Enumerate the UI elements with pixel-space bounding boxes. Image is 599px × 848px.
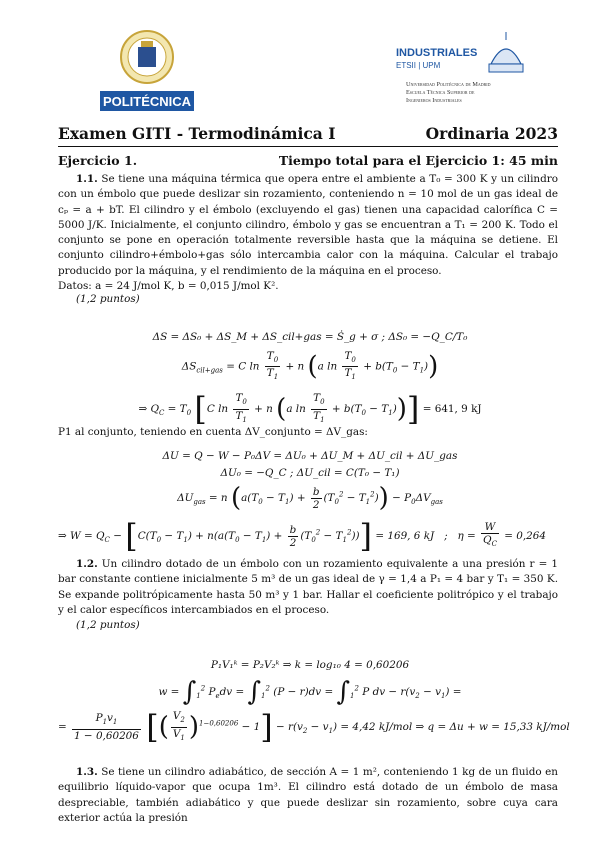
exercise-header <box>58 153 558 168</box>
exercise-time: Tiempo total para el Ejercicio 1: 45 min <box>278 153 558 168</box>
problem-1-2-text: Un cilindro dotado de un émbolo con un rozamiento equivalente a una presión r = 1 bar constante contiene inicialmente 5 m³ de un gas ideal de γ = 1,4 a P₁ = 4 bar y T₁ = 350 K. Se expande politrópicamente hasta 50 m³ y 1 bar. Hallar el coeficiente politrópico y el trabajo y el calor específicos intercambiados en el proceso. <box>58 558 558 616</box>
exam-title: Examen GITI - Termodinámica I <box>58 124 336 143</box>
sol-1-2-w-result: = $\frac{P_1v_1}{1 - 0,60206}$ [( $\frac{V_2}{V_1}$ )$^{1-0,60206} - 1] - r(v_2 - v_1) = 4,42$ kJ/mol ⇒ q = Δu + w = 15,33 kJ/mol <box>58 708 570 746</box>
sol-1-2-k: P₁V₁ᵏ = P₂V₂ᵏ ⇒ k = log₁₀ 4 = 0,60206 <box>210 659 410 671</box>
exam-session: Ordinaria 2023 <box>425 124 558 143</box>
problem-1-2-points: (1,2 puntos) <box>76 619 140 631</box>
problem-1-3-text: Se tiene un cilindro adiabático, de sección A = 1 m², conteniendo 1 kg de un fluido en equilibrio líquido-vapor que ocupa 1m³. El cilindro está dotado de un émbolo de masa despreciable, también adiabático y que puede deslizar sin rozamiento, sobre cuya cara exterior actúa la presión <box>58 766 558 824</box>
sol-1-1-work-result: = 169, 6 kJ <box>375 530 435 542</box>
etsii-brand: INDUSTRIALES <box>396 47 478 59</box>
problem-1-3-number: 1.3. <box>76 766 98 778</box>
etsii-logo <box>376 28 566 108</box>
problem-1-1 <box>58 172 558 279</box>
sol-1-1-work: ⇒ $W = Q_C - [C(T_0 - T_1) + n(a(T_0 - T_1)$ + $\frac{b}{2}$ $(T_0^2 - T_1^2))] = 169$, 6 kJ ; η = $\frac{W}{Q_C}$ = 0,264 <box>58 517 546 555</box>
etsii-sub: ETSII | UPM <box>396 61 441 70</box>
problem-1-1-data: Datos: a = 24 J/mol K, b = 0,015 J/mol K². <box>58 280 279 292</box>
sol-1-2-result: = 4,42 kJ/mol ⇒ q = Δu + w = 15,33 kJ/mol <box>340 721 570 733</box>
sol-1-1-p1-text: P1 al conjunto, teniendo en cuenta ΔV_conjunto = ΔV_gas: <box>58 426 368 438</box>
sol-1-1-du0: ΔU₀ = −Q_C ; ΔU_cil = C(T₀ − T₁) <box>220 467 400 479</box>
sol-1-1-dscil: $\Delta S_{cil+gas} = C$ ln $\frac{T_0}{T_1}$ + n (a ln $\frac{T_0}{T_1}$ + $b(T_0 - T_1)$) <box>181 350 439 382</box>
exercise-label: Ejercicio 1. <box>58 153 138 168</box>
upm-logo-text: POLITÉCNICA <box>102 94 192 109</box>
upm-logo <box>94 27 200 113</box>
etsii-line-2: Escuela Técnica Superior de <box>406 89 475 96</box>
problem-1-1-points: (1,2 puntos) <box>76 293 140 305</box>
problem-1-2 <box>58 557 558 618</box>
problem-1-3 <box>58 765 558 826</box>
title-divider <box>58 146 558 147</box>
sol-1-1-entropy: ΔS = ΔS₀ + ΔS_M + ΔS_cil+gas = Ṡ_g + σ ; ΔS₀ = −Q_C/T₀ <box>152 331 468 343</box>
sol-1-1-eta-result: = 0,264 <box>504 530 546 542</box>
sol-1-1-dugas: $\Delta U_{gas} = n$ ($a(T_0 - T_1)$ + $\frac{b}{2}$ $(T_0^2 - T_1^2)) - P_0\Delta V_{gas}$ <box>177 483 443 513</box>
problem-1-1-number: 1.1. <box>76 173 98 185</box>
sol-1-1-du: ΔU = Q − W − P₀ΔV = ΔU₀ + ΔU_M + ΔU_cil + ΔU_gas <box>162 450 458 462</box>
problem-1-1-text: Se tiene una máquina térmica que opera entre el ambiente a T₀ = 300 K y un cilindro con un émbolo que puede deslizar sin rozamiento, conteniendo n = 10 mol de un gas ideal de cₚ = a + bT. El cilindro y el émbolo (excluyendo el gas) tienen una capacidad calorífica C = 5000 J/K. Inicialmente, el conjunto cilindro, émbolo y gas se encuentran a T₁ = 200 K. Todo el conjunto se pone en operación totalmente reversible hasta que la máquina se detiene. El conjunto cilindro+émbolo+gas sólo intercambia calor con la máquina. Calcular el trabajo producido por la máquina, y el rendimiento de la máquina en el proceso. <box>58 173 558 277</box>
etsii-line-1: Universidad Politécnica de Madrid <box>406 81 491 88</box>
sol-1-1-qc-result: = 641, 9 kJ <box>422 403 482 415</box>
exam-title-row <box>58 124 558 143</box>
etsii-line-3: Ingenieros Industriales <box>406 97 462 104</box>
sol-1-2-w: $w = \int_1^2$ $P_edv = \int_1^2$ $(P - r)dv = \int_1^2$ P dv − $r(v_2 - v_1)$ = <box>158 677 462 707</box>
sol-1-1-qc: ⇒ $Q_C = T_0$ [C ln $\frac{T_0}{T_1}$ + n (a ln $\frac{T_0}{T_1}$ + $b(T_0 - T_1))] = 641$, 9 kJ <box>138 390 482 428</box>
problem-1-2-number: 1.2. <box>76 558 98 570</box>
